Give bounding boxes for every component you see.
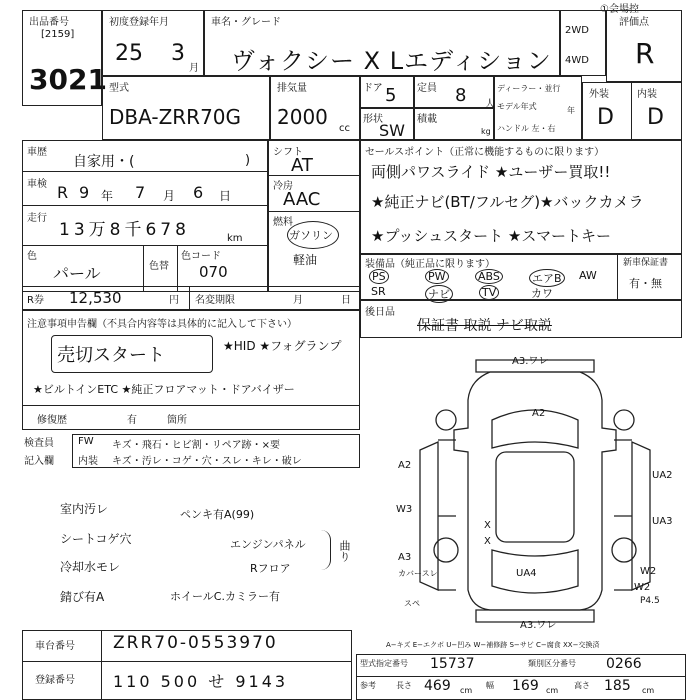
notes-label: 注意事項申告欄（不具合内容等は具体的に記入して下さい） [27,319,297,330]
legend: A−キズ E−エクボ U−凹み W−補修跡 S−サビ C−腐食 XX−交換済 [386,641,600,649]
mark-hood-a2: A2 [532,408,546,419]
notes-line-1: 売切スタート [57,345,165,366]
mark-rear-ua4: UA4 [516,568,537,579]
grade-box [582,82,682,140]
notes-line-3: ★ビルトインETC ★純正フロアマット・ドアバイザー [33,383,295,396]
sales-point-3: ★プッシュスタート ★スマートキー [371,227,612,245]
remark-3: 冷却水モレ [60,560,121,574]
doors-box [360,76,414,108]
color-no-label: 色コード [181,251,221,262]
equip-sr: SR [371,285,386,298]
capacity: 8 [455,85,467,106]
new-warranty-status: 有・無 [629,277,662,290]
new-warranty-label: 新車保証書 [623,258,669,268]
model-label: 型式 [109,83,129,94]
chassis-label: 車台番号 [35,641,75,652]
inspection-year: 9 [79,183,90,202]
sales-points-box [360,140,682,254]
score-box [606,10,682,82]
width: 169 [512,678,539,694]
mark-spare: スペ [404,599,420,608]
interior-grade: D [647,105,664,130]
mark-p45: P4.5 [640,596,660,606]
remark-8: 曲り [338,540,351,562]
mech-box [268,140,360,292]
ref-label: 参考 [360,681,376,690]
mark-rear-a3: A3 [398,552,412,563]
equip-navi: ナビ [425,285,453,303]
type-no-label: 型式指定番号 [360,659,408,668]
mark-x-2: X [484,536,491,547]
displacement-box [270,76,360,140]
unit-year: 年 [101,189,114,203]
later-docs-label: 後日品 [365,307,395,318]
equip-tv: TV [479,285,499,300]
entry-label: 記入欄 [24,456,54,467]
inspector-row-1: キズ・飛石・ヒビ割・リペア跡・×要 [112,440,280,451]
mark-rear-w2: W2 [640,566,657,577]
fuel-label: 燃料 [273,217,293,228]
lot-label: 出品番号 [29,17,69,28]
unit-month: 月 [163,189,176,203]
width-unit: cm [546,686,559,695]
load-box [414,108,494,140]
displacement: 2000 [277,105,328,129]
yen-unit: 円 [169,295,179,306]
remark-4: 錆び有A [60,590,105,604]
inspection-era: R [57,183,69,202]
doors: 5 [385,85,397,106]
exterior-label: 外装 [589,89,609,100]
remark-1: 室内汚レ [60,502,109,516]
reg: 110 500 せ 9143 [113,672,289,691]
color-code: 070 [199,263,228,281]
inspector-row-2: キズ・汚レ・コゲ・穴・スレ・キレ・破レ [112,456,302,467]
history-value: 自家用・( [73,154,135,170]
drive-box [560,10,606,76]
chassis: ZRR70-0553970 [113,633,278,653]
mark-left-w3: W3 [396,504,413,515]
name-change-day: 日 [341,295,351,306]
kg-unit: kg [481,127,491,136]
dealer-box [494,76,582,140]
doors-label: ドア [363,83,383,94]
fuel-circle [287,221,339,249]
remark-7: Rフロア [250,562,291,575]
year-unit: 年 [567,106,575,115]
handle-label: ハンドル 左・右 [497,124,556,133]
drive-2wd: 2WD [565,25,589,36]
color-label: 色 [27,251,37,262]
class-no-label: 類別区分番号 [528,659,576,668]
name-change-month: 月 [293,295,303,306]
notes-line-2: ★HID ★フォグランプ [223,339,342,353]
first-reg-label: 初度登録年月 [109,17,169,28]
recycle-label: R券 [27,295,44,306]
unit-day: 日 [219,189,232,203]
repair-yes: 有 [127,415,137,426]
width-label: 幅 [486,681,494,690]
name-label: 車名・グレード [211,17,281,28]
first-reg-month: 3 [171,41,185,66]
km-unit: km [227,233,243,244]
mark-right-ua3: UA3 [652,516,673,527]
person-unit: 人 [485,99,495,110]
mark-cover: カバースレ [398,569,438,578]
history-close: ) [245,153,251,168]
height: 185 [604,678,631,694]
inspector-label: 検査員 [24,438,54,449]
equip-pw: PW [425,269,449,284]
fuel-gas: ガソリン [289,229,333,242]
equip-ps: PS [369,269,389,284]
remark-5: ペンキ有A(99) [180,508,255,521]
remark-9: ホイールC.カミラー有 [170,590,280,603]
lot-box [22,10,107,106]
load-label: 積載 [417,114,437,125]
score-label: 評価点 [619,17,649,28]
equip-airbag: エアB [529,269,565,287]
recycle-amount: 12,530 [69,289,122,307]
car-name-box [204,10,560,76]
lot-number: 3021 [29,63,107,96]
sales-point-1: 両側パワスライド ★ユーザー買取!! [371,163,611,181]
name-change-label: 名変期限 [195,295,235,306]
details-box [22,140,268,292]
model: DBA-ZRR70G [109,105,242,129]
mark-bumper-a3: A3.ワレ [520,620,557,631]
inspector-fw: FW [78,436,94,447]
interior-label: 内装 [637,89,657,100]
capacity-label: 定員 [417,83,437,94]
shape-box [360,108,414,140]
model-box [102,76,270,140]
equipment-box [360,254,682,300]
shape: SW [379,121,405,140]
ac: AAC [283,189,321,210]
inspection-label: 車検 [27,179,47,190]
mark-right-ua2: UA2 [652,470,673,481]
inspector-block [22,434,362,470]
equip-aw: AW [579,269,597,282]
inspection-month: 7 [135,183,146,202]
exterior-grade: D [597,105,614,130]
displacement-label: 排気量 [277,83,307,94]
footer-right [356,640,686,700]
equip-abs: ABS [475,269,503,284]
inspection-day: 6 [193,183,204,202]
height-unit: cm [642,686,655,695]
remark-brace [320,530,331,570]
first-reg-year: 25 [115,41,143,66]
ac-label: 冷房 [273,181,293,192]
equip-leather: カワ [531,287,553,300]
history-label: 車歴 [27,147,47,158]
repair-place: 箇所 [167,415,187,426]
class-no: 0266 [606,656,642,672]
length: 469 [424,678,451,694]
mileage: 13万8千678 [59,220,190,240]
lot-sub: [2159] [41,29,75,40]
capacity-box [414,76,494,108]
car-name: ヴォクシー X Lエディション [231,47,552,75]
later-docs-text: 保証書 取説 ナビ取説 [417,318,552,334]
drive-4wd: 4WD [565,55,589,66]
length-unit: cm [460,686,473,695]
top-right-note: ①会場控 [600,4,639,15]
later-docs-box [360,300,682,338]
sales-point-2: ★純正ナビ(BT/フルセグ)★バックカメラ [371,193,644,211]
equipment-label: 装備品（純正品に限ります） [365,259,495,270]
dealer-label: ディーラー・並行 [497,84,561,93]
shape-label: 形状 [363,114,383,125]
inspector-interior: 内装 [78,456,98,467]
color: パール [53,264,101,283]
type-no: 15737 [430,656,475,672]
mileage-label: 走行 [27,213,47,224]
mark-w2-b: W2 [634,582,651,593]
shift: AT [291,155,313,176]
notes-box [22,310,360,430]
shift-label: シフト [273,147,303,158]
repair-label: 修復歴 [37,415,67,426]
fuel-light: 軽油 [293,253,318,267]
first-reg-box [102,10,204,76]
sales-points-label: セールスポイント（正常に機能するものに限ります） [365,147,605,158]
score: R [635,37,655,70]
model-year-label: モデル年式 [497,102,537,111]
month-unit: 月 [189,63,199,74]
recycle-box [22,286,360,310]
reg-label: 登録番号 [35,675,75,686]
mark-front-a3: A3.ワレ [512,356,549,367]
remark-2: シートコゲ穴 [60,532,132,546]
mark-x-1: X [484,520,491,531]
length-label: 長さ [396,681,412,690]
footer-left [22,630,352,700]
height-label: 高さ [574,681,590,690]
mark-left-a2: A2 [398,460,412,471]
remark-6: エンジンパネル [230,538,306,551]
color-change-label: 色替 [149,261,169,272]
cc-unit: cc [339,123,350,134]
